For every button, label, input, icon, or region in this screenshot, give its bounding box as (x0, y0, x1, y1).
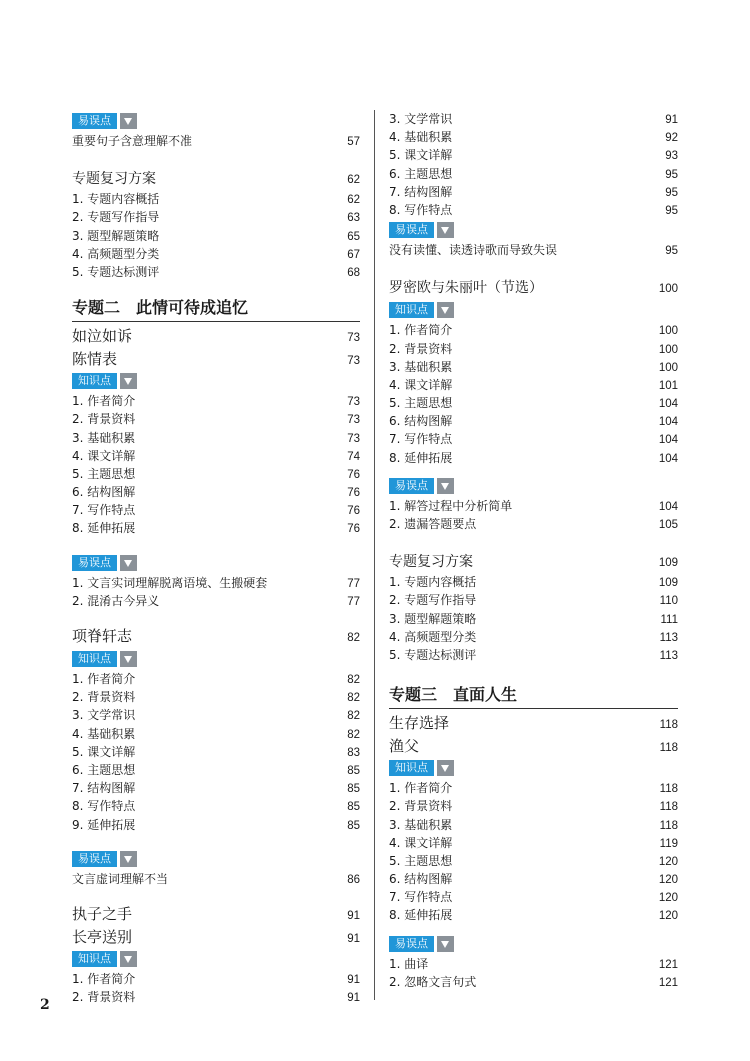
toc-section-heading[interactable]: 专题复习方案 109 (389, 554, 678, 571)
toc-entry-label: 6. 主题思想 (72, 762, 136, 777)
toc-unit-title[interactable]: 执子之手 91 (72, 904, 360, 923)
toc-entry-page: 121 (658, 958, 678, 971)
toc-entry-label: 3. 题型解题策略 (389, 611, 477, 626)
toc-entry-label: 1. 专题内容概括 (389, 575, 477, 590)
toc-entry-page: 91 (347, 992, 360, 1005)
toc-list (72, 132, 360, 150)
toc-entry[interactable] (389, 497, 678, 515)
toc-entry-page: 91 (347, 973, 360, 986)
toc-entry-label: 1. 文言实词理解脱离语境、生搬硬套 (72, 575, 268, 590)
toc-entry-page: 120 (658, 910, 678, 923)
toc-entry-page: 82 (347, 710, 360, 723)
toc-entry-label: 3. 基础积累 (389, 359, 453, 374)
toc-entry-page: 120 (658, 892, 678, 905)
column-divider (374, 110, 375, 1000)
toc-list (389, 497, 678, 533)
toc-entry-label: 1. 曲译 (389, 956, 429, 971)
toc-entry[interactable] (72, 592, 360, 610)
toc-entry[interactable] (72, 483, 360, 501)
chevron-down-icon (437, 222, 454, 238)
toc-entry-label: 5. 主题思想 (389, 396, 453, 411)
toc-entry-page: 118 (659, 783, 678, 796)
toc-entry-label: 1. 作者简介 (72, 672, 136, 686)
toc-entry-label: 4. 课文详解 (389, 377, 453, 392)
toc-entry[interactable] (72, 392, 360, 410)
toc-entry-page: 77 (347, 595, 360, 608)
toc-entry-page: 73 (347, 432, 360, 445)
toc-entry-label: 3. 文学常识 (72, 708, 136, 723)
toc-entry-page: 95 (665, 204, 678, 217)
toc-entry-label: 6. 主题思想 (389, 166, 453, 181)
toc-entry[interactable] (389, 852, 678, 870)
toc-list (72, 574, 360, 610)
toc-entry-page: 86 (347, 873, 360, 886)
toc-entry[interactable] (72, 743, 360, 761)
toc-entry[interactable] (72, 761, 360, 779)
toc-entry-label: 2. 背景资料 (389, 341, 453, 356)
toc-entry[interactable] (389, 779, 678, 797)
toc-entry-label: 4. 基础积累 (72, 726, 136, 741)
toc-entry[interactable] (389, 870, 678, 888)
toc-entry[interactable] (72, 429, 360, 447)
tag-error-points: 易误点 (389, 476, 678, 496)
toc-list (389, 955, 678, 991)
tag-error-points: 易误点 (389, 220, 678, 240)
toc-entry-page: 76 (347, 505, 360, 518)
toc-entry[interactable] (389, 394, 678, 412)
chevron-down-icon (437, 478, 454, 494)
toc-lesson-title[interactable]: 陈情表 73 (72, 350, 360, 369)
toc-unit-title[interactable]: 生存选择 118 (389, 714, 678, 733)
toc-lesson-title[interactable]: 长亭送别 91 (72, 927, 360, 946)
topic-heading: 专题二 此情可待成追忆 (72, 295, 360, 322)
toc-lesson-title[interactable]: 渔父 118 (389, 737, 678, 756)
toc-list (389, 110, 678, 219)
toc-lesson-title[interactable]: 罗密欧与朱丽叶（节选） 100 (389, 280, 678, 297)
toc-entry[interactable] (389, 888, 678, 906)
toc-entry[interactable] (72, 263, 360, 281)
toc-entry-label: 2. 背景资料 (72, 412, 136, 427)
toc-entry-label: 8. 延伸拓展 (389, 908, 453, 923)
toc-entry[interactable] (72, 574, 360, 592)
chevron-down-icon (120, 651, 137, 667)
toc-entry[interactable] (389, 183, 678, 201)
toc-list (72, 970, 360, 1006)
toc-entry-label: 5. 课文详解 (389, 148, 453, 163)
toc-entry-label: 3. 题型解题策略 (72, 228, 160, 243)
toc-entry[interactable] (72, 970, 360, 988)
toc-entry[interactable] (389, 973, 678, 991)
toc-entry-label: 7. 结构图解 (72, 781, 136, 796)
toc-entry-label: 文言虚词理解不当 (72, 871, 169, 886)
toc-entry-page: 91 (665, 114, 678, 126)
toc-entry-page: 100 (658, 343, 678, 356)
toc-entry-page: 63 (347, 212, 360, 225)
toc-entry-page: 104 (658, 500, 678, 513)
toc-entry[interactable] (389, 816, 678, 834)
toc-entry[interactable] (389, 110, 678, 128)
toc-entry-label: 2. 背景资料 (389, 799, 453, 814)
toc-entry-label: 5. 主题思想 (72, 466, 136, 481)
toc-entry-page: 100 (658, 325, 678, 338)
toc-entry-page: 121 (658, 976, 678, 989)
toc-entry-page: 76 (347, 523, 360, 536)
toc-entry[interactable] (72, 447, 360, 465)
toc-left-column (72, 110, 360, 1006)
toc-entry-page: 120 (658, 874, 678, 887)
toc-entry-label: 7. 写作特点 (389, 432, 453, 447)
toc-entry[interactable] (72, 706, 360, 724)
toc-entry[interactable] (389, 430, 678, 448)
toc-entry[interactable] (72, 132, 360, 150)
toc-entry-label: 1. 作者简介 (389, 323, 453, 338)
toc-entry-label: 1. 作者简介 (72, 394, 136, 409)
toc-entry[interactable] (389, 449, 678, 467)
toc-entry[interactable] (389, 797, 678, 815)
toc-entry-page: 104 (658, 434, 678, 447)
chevron-down-icon (120, 951, 137, 967)
toc-entry-page: 67 (347, 248, 360, 261)
toc-entry-label: 没有读懂、读透诗歌而导致失误 (389, 243, 558, 258)
toc-list (389, 241, 678, 259)
toc-entry[interactable] (72, 208, 360, 226)
toc-entry-page: 104 (658, 416, 678, 429)
toc-entry-label: 8. 写作特点 (389, 202, 453, 217)
toc-entry-page: 83 (347, 746, 360, 759)
toc-entry-page: 110 (659, 595, 678, 608)
toc-entry-label: 2. 忽略文言句式 (389, 974, 477, 989)
toc-entry-label: 3. 基础积累 (72, 430, 136, 445)
tag-error-points: 易误点 (389, 934, 678, 954)
toc-entry[interactable] (72, 688, 360, 706)
toc-entry[interactable] (389, 515, 678, 533)
toc-entry-page: 92 (665, 132, 678, 145)
tag-knowledge-points: 知识点 (72, 949, 360, 969)
chevron-down-icon (437, 760, 454, 776)
toc-entry[interactable] (389, 834, 678, 852)
toc-entry[interactable] (72, 870, 360, 888)
toc-entry[interactable] (72, 670, 360, 688)
tag-knowledge-points: 知识点 (389, 758, 678, 778)
toc-entry-label: 7. 写作特点 (72, 503, 136, 518)
chevron-down-icon (120, 851, 137, 867)
toc-entry[interactable] (389, 340, 678, 358)
toc-entry[interactable] (72, 465, 360, 483)
chevron-down-icon (437, 302, 454, 318)
toc-list (389, 321, 678, 467)
toc-list (389, 573, 678, 664)
tag-knowledge-points: 知识点 (72, 649, 360, 669)
toc-entry[interactable] (389, 591, 678, 609)
toc-entry[interactable] (72, 816, 360, 834)
toc-entry[interactable] (72, 779, 360, 797)
toc-entry-page: 85 (347, 819, 360, 832)
toc-list (389, 779, 678, 925)
toc-entry-label: 2. 专题写作指导 (389, 593, 477, 608)
toc-entry-label: 5. 主题思想 (389, 853, 453, 868)
toc-entry-label: 2. 背景资料 (72, 690, 136, 705)
toc-entry[interactable] (389, 412, 678, 430)
toc-entry-label: 1. 作者简介 (389, 781, 453, 796)
toc-entry-page: 76 (347, 487, 360, 500)
page-number: 2 (40, 997, 50, 1013)
toc-entry-label: 2. 遗漏答题要点 (389, 517, 477, 531)
tag-error-points: 易误点 (72, 111, 360, 131)
toc-entry-label: 5. 专题达标测评 (72, 264, 160, 279)
toc-entry[interactable] (389, 201, 678, 219)
toc-entry[interactable] (389, 146, 678, 164)
toc-entry[interactable] (389, 610, 678, 628)
toc-entry-page: 95 (665, 168, 678, 181)
topic-heading: 专题三 直面人生 (389, 682, 678, 709)
toc-entry[interactable] (389, 358, 678, 376)
toc-entry-page: 82 (347, 728, 360, 741)
chevron-down-icon (437, 936, 454, 952)
toc-list (72, 670, 360, 834)
toc-entry-label: 5. 课文详解 (72, 744, 136, 759)
toc-entry-page: 101 (658, 379, 678, 392)
toc-entry[interactable] (389, 573, 678, 591)
toc-list (72, 190, 360, 281)
toc-entry-label: 3. 基础积累 (389, 817, 453, 832)
toc-list (72, 392, 360, 538)
toc-entry-label: 重要句子含意理解不准 (72, 134, 193, 148)
toc-entry-page: 93 (665, 150, 678, 163)
toc-entry-page: 73 (347, 414, 360, 427)
toc-entry[interactable] (72, 501, 360, 519)
chevron-down-icon (120, 113, 137, 129)
toc-entry-page: 73 (347, 396, 360, 409)
toc-entry[interactable] (389, 241, 678, 259)
chevron-down-icon (120, 373, 137, 389)
toc-entry[interactable] (72, 227, 360, 245)
toc-entry-label: 8. 延伸拓展 (389, 450, 453, 465)
toc-entry-page: 82 (347, 674, 360, 686)
toc-entry-page: 120 (658, 855, 678, 868)
toc-entry-page: 62 (347, 194, 360, 207)
toc-entry-label: 6. 结构图解 (389, 872, 453, 887)
toc-entry[interactable] (389, 628, 678, 646)
toc-entry-label: 3. 文学常识 (389, 112, 453, 126)
toc-entry-page: 74 (347, 450, 360, 463)
toc-entry-page: 85 (347, 783, 360, 796)
toc-entry[interactable] (389, 646, 678, 664)
toc-entry[interactable] (72, 797, 360, 815)
toc-entry-page: 113 (659, 649, 678, 662)
toc-entry-label: 2. 专题写作指导 (72, 210, 160, 225)
toc-entry-page: 76 (347, 468, 360, 481)
toc-entry-label: 4. 高频题型分类 (389, 629, 477, 644)
tag-error-points: 易误点 (72, 553, 360, 573)
toc-entry-label: 4. 高频题型分类 (72, 246, 160, 261)
toc-entry[interactable] (389, 955, 678, 973)
toc-entry[interactable] (389, 376, 678, 394)
toc-section-heading[interactable]: 专题复习方案 62 (72, 171, 360, 188)
toc-entry[interactable] (389, 165, 678, 183)
tag-knowledge-points: 知识点 (389, 300, 678, 320)
toc-entry-page: 57 (347, 136, 360, 148)
toc-entry[interactable] (72, 410, 360, 428)
chevron-down-icon (120, 555, 137, 571)
toc-entry-label: 8. 写作特点 (72, 799, 136, 814)
toc-entry-page: 82 (347, 692, 360, 705)
toc-entry-label: 9. 延伸拓展 (72, 817, 136, 832)
toc-right-column (389, 110, 678, 991)
tag-error-points: 易误点 (72, 849, 360, 869)
toc-entry-page: 109 (658, 577, 678, 590)
toc-entry-page: 68 (347, 266, 360, 279)
toc-entry-label: 4. 课文详解 (72, 448, 136, 463)
toc-entry[interactable] (389, 128, 678, 146)
toc-entry-page: 118 (659, 819, 678, 832)
toc-entry-label: 5. 专题达标测评 (389, 647, 477, 662)
toc-entry-page: 100 (658, 361, 678, 374)
toc-entry-page: 104 (658, 452, 678, 465)
toc-entry-label: 2. 混淆古今异义 (72, 593, 160, 608)
toc-entry-page: 118 (659, 801, 678, 814)
toc-entry-label: 1. 解答过程中分析简单 (389, 498, 513, 513)
toc-list (72, 870, 360, 888)
toc-entry-page: 113 (659, 631, 678, 644)
toc-entry-page: 111 (660, 613, 678, 626)
toc-entry-label: 4. 课文详解 (389, 835, 453, 850)
toc-entry-label: 1. 作者简介 (72, 971, 136, 986)
toc-entry-page: 85 (347, 764, 360, 777)
toc-entry[interactable] (389, 321, 678, 339)
tag-knowledge-points: 知识点 (72, 371, 360, 391)
toc-entry[interactable] (389, 906, 678, 924)
toc-entry-label: 6. 结构图解 (72, 485, 136, 500)
toc-entry[interactable] (72, 190, 360, 208)
toc-entry-label: 2. 背景资料 (72, 990, 136, 1005)
toc-entry-page: 95 (665, 245, 678, 258)
toc-entry[interactable] (72, 519, 360, 537)
toc-entry-label: 8. 延伸拓展 (72, 521, 136, 536)
toc-entry-page: 65 (347, 230, 360, 243)
toc-entry-page: 77 (347, 577, 360, 590)
toc-entry-page: 85 (347, 801, 360, 814)
toc-entry-page: 105 (658, 519, 678, 531)
toc-entry-label: 7. 写作特点 (389, 890, 453, 905)
toc-entry-page: 119 (659, 837, 678, 850)
toc-unit-title[interactable]: 如泣如诉 73 (72, 327, 360, 346)
toc-entry-label: 6. 结构图解 (389, 414, 453, 429)
toc-entry[interactable] (72, 245, 360, 263)
toc-entry-label: 7. 结构图解 (389, 184, 453, 199)
toc-entry-label: 1. 专题内容概括 (72, 192, 160, 207)
toc-entry-page: 104 (658, 398, 678, 411)
toc-entry-label: 4. 基础积累 (389, 130, 453, 145)
toc-entry[interactable] (72, 725, 360, 743)
toc-entry-page: 95 (665, 186, 678, 199)
toc-entry[interactable] (72, 988, 360, 1006)
toc-lesson-title[interactable]: 项脊轩志 82 (72, 627, 360, 645)
